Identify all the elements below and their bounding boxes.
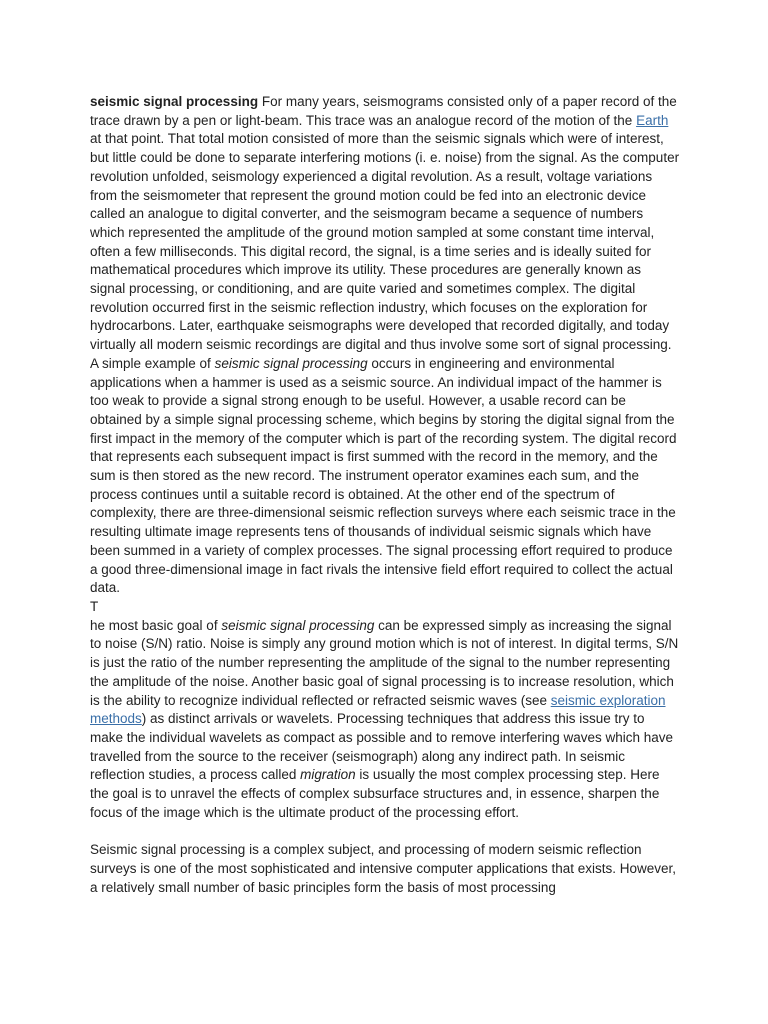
term-heading: seismic signal processing — [90, 94, 259, 109]
paragraph-2-text-d: is usually the most complex processing step. Here the goal is to unravel the effects of complex subsurface structures and, in essence, sharpen the focus of the image which is the ultimate product of the processing effort. — [90, 767, 660, 820]
paragraph-2-text-a: he most basic goal of — [90, 617, 222, 633]
migration-emphasis: migration — [300, 767, 356, 783]
paragraph-1-text-a: For many years, seismograms consisted only of a paper record of the trace drawn by a pen or light-beam. This trace was an analogue record of the motion of the — [90, 94, 677, 128]
drop-letter: T — [90, 598, 99, 614]
paragraph-2-text-b: can be expressed simply as increasing the signal to noise (S/N) ratio. Noise is simply any ground motion which is not of interest. In digital terms, S/N is just the ratio of the number representing the amplitude of the signal to the number representing the amplitude of the noise. Another basic goal of signal processing is to increase resolution, which is the ability to recognize individual reflected or refracted seismic waves (see — [90, 617, 679, 708]
paragraph-gap — [90, 822, 680, 841]
document-body — [90, 93, 680, 897]
paragraph-2-text-c: ) as distinct arrivals or wavelets. Processing techniques that address this issue try to make the individual wavelets as compact as possible and to remove interfering waves which have travelled from the source to the receiver (seismograph) along any indirect path. In seismic reflection studies, a process called — [90, 711, 674, 783]
seismic-exploration-methods-link[interactable]: seismic exploration methods — [90, 692, 666, 727]
paragraph-3: Seismic signal processing is a complex subject, and processing of modern seismic reflection surveys is one of the most sophisticated and intensive computer applications that exists. However, a relatively small number of basic principles form the basis of most processing — [90, 842, 677, 895]
paragraph-1-text-b: at that point. That total motion consisted of more than the seismic signals which were of interest, but little could be done to separate interfering motions (i. e. noise) from the signal. As the computer revolution unfolded, seismology experienced a digital revolution. As a result, voltage variations from the seismometer that represent the ground motion could be fed into an electronic device called an analogue to digital converter, and the seismogram became a sequence of numbers which represented the amplitude of the ground motion sampled at some constant time interval, often a few milliseconds. This digital record, the signal, is a time series and is ideally suited for mathematical procedures which improve its utility. These procedures are generally known as signal processing, or conditioning, and are quite varied and sometimes complex. The digital revolution occurred first in the seismic reflection industry, which focuses on the exploration for hydrocarbons. Later, earthquake seismographs were developed that recorded digitally, and today virtually all modern seismic recordings are digital and thus involve some sort of signal processing. A simple example of — [90, 131, 680, 371]
paragraph-2 — [90, 617, 680, 823]
paragraph-1-emphasis: seismic signal processing — [214, 355, 368, 371]
paragraph-1 — [90, 93, 680, 598]
paragraph-1-text-c: occurs in engineering and environmental applications when a hammer is used as a seismic source. An individual impact of the hammer is too weak to provide a signal strong enough to be useful. However, a usable record can be obtained by a simple signal processing scheme, which begins by storing the digital signal from the first impact in the memory of the computer which is part of the recording system. The digital record that represents each subsequent impact is first summed with the record in the memory, and the sum is then stored as the new record. The instrument operator examines each sum, and the process continues until a suitable record is obtained. At the other end of the spectrum of complexity, there are three-dimensional seismic reflection surveys where each seismic trace in the resulting ultimate image represents tens of thousands of individual seismic signals which have been summed in a variety of complex processes. The signal processing effort required to produce a good three-dimensional image in fact rivals the intensive field effort required to collect the actual data. — [90, 355, 677, 596]
paragraph-2-emphasis-a: seismic signal processing — [221, 617, 375, 633]
earth-link[interactable]: Earth — [636, 112, 669, 128]
